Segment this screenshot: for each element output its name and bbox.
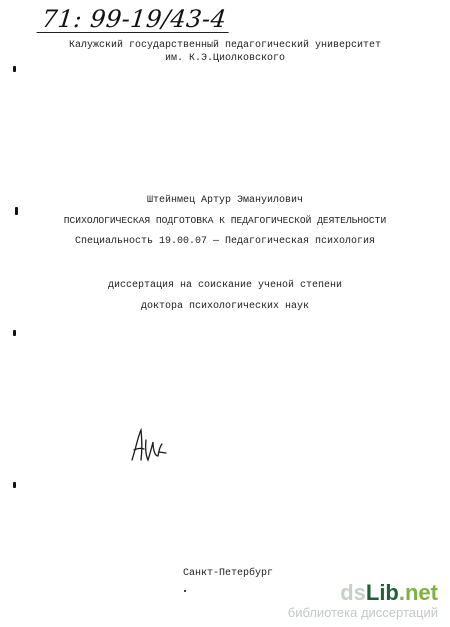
dot-mark xyxy=(184,590,186,592)
dslib-logo: dsLib.net xyxy=(340,580,438,605)
dissertation-title: ПСИХОЛОГИЧЕСКАЯ ПОДГОТОВКА К ПЕДАГОГИЧЕСКОЙ ДЕЯТЕЛЬНОСТИ xyxy=(63,215,387,226)
watermark-subtitle: библиотека диссертаций xyxy=(287,605,438,620)
city-name: Санкт-Петербург xyxy=(183,568,274,579)
specialty-line: Специальность 19.00.07 — Педагогическая психология xyxy=(74,236,376,247)
binding-mark xyxy=(13,66,16,72)
signature-image xyxy=(128,426,172,466)
dslib-watermark xyxy=(288,581,438,620)
binding-mark xyxy=(13,330,16,336)
degree-line-2: доктора психологических наук xyxy=(140,301,310,312)
binding-mark xyxy=(13,482,16,488)
handwritten-catalog-number: 71: 99-19/43-4 xyxy=(37,6,232,33)
binding-mark xyxy=(15,207,18,215)
university-name: Калужский государственный педагогический университет xyxy=(68,40,382,51)
university-named-after: им. К.Э.Циолковского xyxy=(164,53,286,64)
author-name: Штейнмец Артур Эмануилович xyxy=(146,195,304,206)
degree-line-1: диссертация на соискание ученой степени xyxy=(107,280,343,291)
